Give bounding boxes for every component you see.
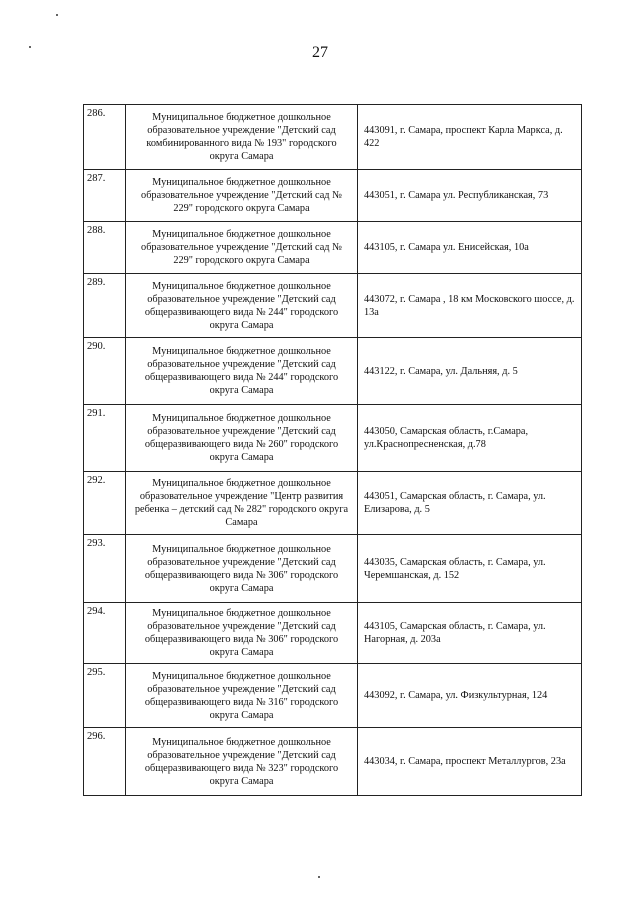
table-row [84,222,582,274]
institution-address: 443092, г. Самара, ул. Физкультурная, 124 [358,664,582,728]
row-number: 290. [84,338,126,405]
institutions-table [83,104,582,796]
institution-name: Муниципальное бюджетное дошкольное образовательное учреждение "Детский сад № 229" городского округа Самара [126,222,358,274]
table-row [84,105,582,170]
row-number: 293. [84,535,126,603]
page-number: 27 [312,44,328,61]
table-row [84,535,582,603]
row-number: 287. [84,170,126,222]
table-row [84,664,582,728]
institution-name: Муниципальное бюджетное дошкольное образовательное учреждение "Детский сад общеразвивающего вида № 306" городского округа Самара [126,535,358,603]
institution-address: 443091, г. Самара, проспект Карла Маркса, д. 422 [358,105,582,170]
institution-name: Муниципальное бюджетное дошкольное образовательное учреждение "Детский сад общеразвивающего вида № 244" городского округа Самара [126,338,358,405]
row-number: 294. [84,603,126,664]
institution-address: 443035, Самарская область, г. Самара, ул. Черемшанская, д. 152 [358,535,582,603]
table-row [84,274,582,338]
table-row [84,603,582,664]
institution-name: Муниципальное бюджетное дошкольное образовательное учреждение "Детский сад общеразвивающего вида № 316" городского округа Самара [126,664,358,728]
row-number: 296. [84,728,126,796]
institution-name: Муниципальное бюджетное дошкольное образовательное учреждение "Детский сад № 229" городского округа Самара [126,170,358,222]
table-row [84,405,582,472]
scan-speck [29,46,31,48]
scan-speck [318,876,320,878]
institution-address: 443105, Самарская область, г. Самара, ул. Нагорная, д. 203а [358,603,582,664]
institution-address: 443072, г. Самара , 18 км Московского шоссе, д. 13а [358,274,582,338]
scan-speck [56,14,58,16]
institution-address: 443051, г. Самара ул. Республиканская, 73 [358,170,582,222]
institution-name: Муниципальное бюджетное дошкольное образовательное учреждение "Детский сад общеразвивающего вида № 323" городского округа Самара [126,728,358,796]
institution-name: Муниципальное бюджетное дошкольное образовательное учреждение "Детский сад общеразвивающего вида № 244" городского округа Самара [126,274,358,338]
table-row [84,472,582,535]
institution-address: 443034, г. Самара, проспект Металлургов, 23а [358,728,582,796]
row-number: 292. [84,472,126,535]
institution-name: Муниципальное бюджетное дошкольное образовательное учреждение "Детский сад общеразвивающего вида № 260" городского округа Самара [126,405,358,472]
table-row [84,338,582,405]
row-number: 288. [84,222,126,274]
institution-address: 443051, Самарская область, г. Самара, ул. Елизарова, д. 5 [358,472,582,535]
table-row [84,728,582,796]
row-number: 291. [84,405,126,472]
institution-address: 443105, г. Самара ул. Енисейская, 10а [358,222,582,274]
row-number: 286. [84,105,126,170]
institution-name: Муниципальное бюджетное дошкольное образовательное учреждение "Детский сад комбинированного вида № 193" городского округа Самара [126,105,358,170]
table-row [84,170,582,222]
row-number: 295. [84,664,126,728]
institution-name: Муниципальное бюджетное дошкольное образовательное учреждение "Центр развития ребенка – детский сад № 282" городского округа Самара [126,472,358,535]
institution-name: Муниципальное бюджетное дошкольное образовательное учреждение "Детский сад общеразвивающего вида № 306" городского округа Самара [126,603,358,664]
row-number: 289. [84,274,126,338]
institution-address: 443122, г. Самара, ул. Дальняя, д. 5 [358,338,582,405]
institution-address: 443050, Самарская область, г.Самара, ул.Краснопресненская, д.78 [358,405,582,472]
